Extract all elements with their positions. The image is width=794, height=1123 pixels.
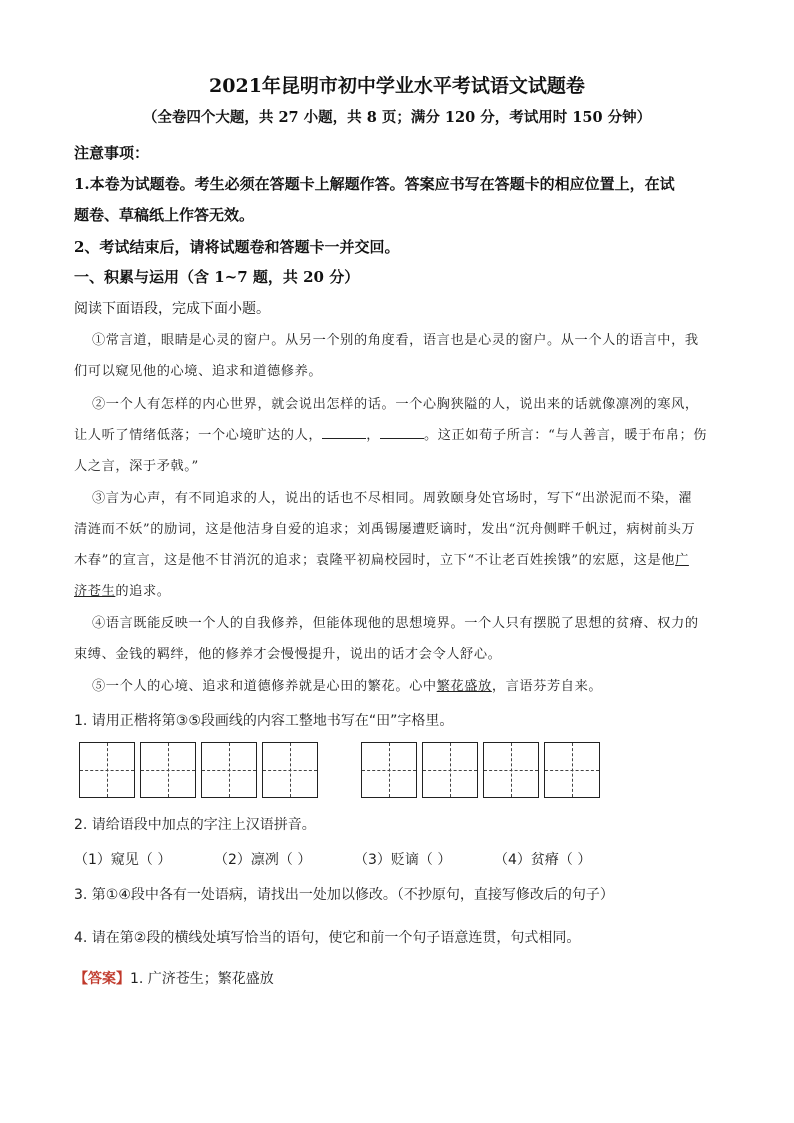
- tian-grid-cell[interactable]: [140, 742, 196, 798]
- question-1: 1. 请用正楷将第③⑤段画线的内容工整地书写在“田”字格里。: [74, 713, 454, 729]
- question-2-option-4: （4）贫瘠（ ）: [494, 852, 592, 868]
- notice-item-2: 2、考试结束后，请将试题卷和答题卡一并交回。: [74, 238, 400, 256]
- passage-p3-line-3: [74, 549, 689, 568]
- tian-grid-cell[interactable]: [422, 742, 478, 798]
- passage-p2-line-1: ②一个人有怎样的内心世界，就会说出怎样的话。一个心胸狭隘的人，说出来的话就像凛冽的寒风，: [92, 397, 699, 412]
- passage-p2-line-2-a: 让人听了情绪低落；一个心境旷达的人，: [74, 428, 323, 443]
- underlined-phrase-end: 济苍生: [74, 584, 116, 599]
- underlined-phrase-p5: 繁花盛放: [436, 679, 492, 694]
- passage-p2-line-2: [74, 424, 707, 443]
- page-title: 2021年昆明市初中学业水平考试语文试题卷: [209, 75, 585, 97]
- tian-grid-cell[interactable]: [201, 742, 257, 798]
- page-subtitle: （全卷四个大题，共 27 小题，共 8 页；满分 120 分，考试用时 150 分钟）: [142, 109, 652, 126]
- passage-p3-line-3-text: 木春”的宣言，这是他不甘消沉的追求；袁隆平初扁校园时，立下“不让老百姓挨饿”的宏愿，这是他: [74, 553, 676, 568]
- answer-text: 1. 广济苍生；繁花盛放: [130, 971, 274, 987]
- tian-grid-cell[interactable]: [262, 742, 318, 798]
- passage-p3-line-4-text: 的追求。: [115, 584, 171, 599]
- section-1-instruction: 阅读下面语段，完成下面小题。: [74, 301, 270, 317]
- passage-p4-line-2: 束缚、金钱的羁绊，他的修养才会慢慢提升，说出的话才会令人舒心。: [74, 647, 502, 662]
- passage-p2-line-3: 人之言，深于矛戟。”: [74, 459, 199, 474]
- question-4: 4. 请在第②段的横线处填写恰当的语句，使它和前一个句子语意连贯，句式相同。: [74, 930, 581, 946]
- notice-heading: 注意事项：: [74, 144, 150, 162]
- passage-p1-line-1: ①常言道，眼睛是心灵的窗户。从另一个别的角度看，语言也是心灵的窗户。从一个人的语言中，我: [92, 333, 699, 348]
- fill-blank-1[interactable]: [322, 425, 366, 439]
- passage-p3-line-4: [74, 580, 171, 599]
- tian-grid-group-2: [361, 742, 605, 798]
- tian-grid-cell[interactable]: [361, 742, 417, 798]
- answer-line: [74, 968, 274, 988]
- section-1-heading: 一、积累与运用（含 1~7 题，共 20 分）: [74, 268, 360, 286]
- tian-grid-cell[interactable]: [544, 742, 600, 798]
- passage-p5-text-a: ⑤一个人的心境、追求和道德修养就是心田的繁花。心中: [92, 679, 437, 694]
- passage-p3-line-1: ③言为心声，有不同追求的人，说出的话也不尽相同。周敦颐身处官场时，写下“出淤泥而不染，濯: [92, 491, 693, 506]
- answer-tag: 【答案】: [74, 971, 130, 987]
- notice-item-1-line-1: 1.本卷为试题卷。考生必须在答题卡上解题作答。答案应书写在答题卡的相应位置上，在试: [74, 175, 675, 193]
- question-2-option-3: （3）贬谪（ ）: [354, 852, 452, 868]
- tian-grid-cell[interactable]: [79, 742, 135, 798]
- question-3: 3. 第①④段中各有一处语病，请找出一处加以修改。（不抄原句，直接写修改后的句子）: [74, 887, 614, 903]
- tian-grid-cell[interactable]: [483, 742, 539, 798]
- notice-item-1-line-2: 题卷、草稿纸上作答无效。: [74, 206, 255, 224]
- underlined-phrase-start: 广: [675, 553, 689, 568]
- tian-grid-group-1: [79, 742, 323, 798]
- fill-blank-2[interactable]: [380, 425, 424, 439]
- question-2-option-1: （1）窥见（ ）: [74, 852, 172, 868]
- passage-p3-line-2: 清涟而不妖”的励词，这是他洁身自爱的追求；刘禹锡屡遭贬谪时，发出“沉舟侧畔千帆过，病树前头万: [74, 522, 696, 537]
- passage-p2-line-2-c: 。这正如荀子所言：“与人善言，暖于布帛；伤: [423, 428, 708, 443]
- question-2: 2. 请给语段中加点的字注上汉语拼音。: [74, 817, 316, 833]
- passage-p5-text-b: ，言语芬芳自来。: [491, 679, 603, 694]
- passage-p2-line-2-b: ，: [366, 428, 380, 443]
- passage-p5-line-1: [92, 675, 602, 694]
- passage-p4-line-1: ④语言既能反映一个人的自我修养，但能体现他的思想境界。一个人只有摆脱了思想的贫瘠、权力的: [92, 616, 699, 631]
- passage-p1-line-2: 们可以窥见他的心境、追求和道德修养。: [74, 364, 323, 379]
- question-2-option-2: （2）凛冽（ ）: [214, 852, 312, 868]
